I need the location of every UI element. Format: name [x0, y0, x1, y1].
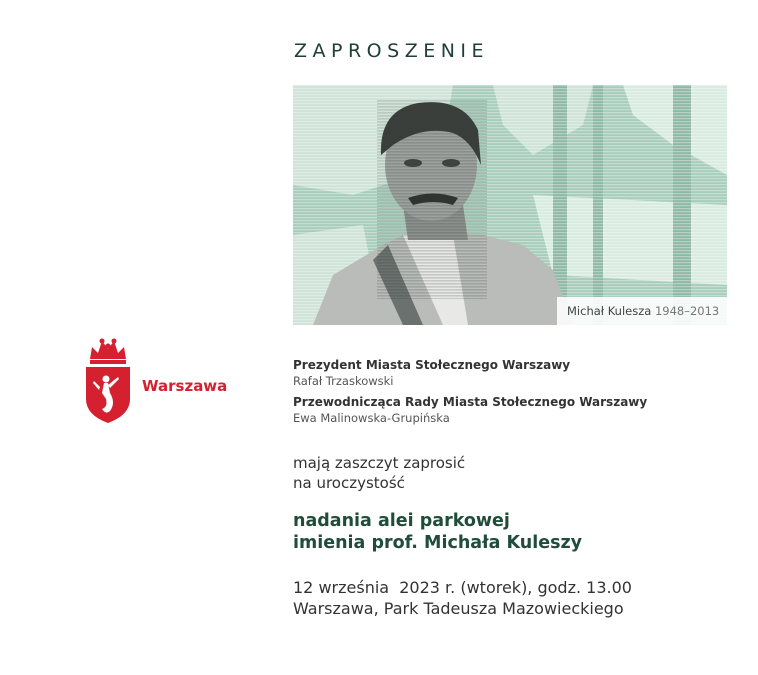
invite-line: mają zaszczyt zaprosić	[293, 454, 466, 472]
event-line: nadania alei parkowej	[293, 511, 510, 531]
host-name: Ewa Malinowska-Grupińska	[293, 411, 450, 425]
caption-name: Michał Kulesza	[567, 304, 652, 318]
event-place: Warszawa, Park Tadeusza Mazowieckiego	[293, 599, 624, 618]
logo-text: Warszawa	[142, 377, 228, 395]
event-line: imienia prof. Michała Kuleszy	[293, 533, 583, 553]
portrait-photo	[293, 85, 727, 325]
caption-years: 1948–2013	[654, 304, 720, 318]
host-name: Rafał Trzaskowski	[293, 374, 394, 388]
host-title: Przewodnicząca Rady Miasta Stołecznego Warszawy	[293, 395, 648, 409]
event-title	[293, 510, 582, 554]
event-details	[293, 577, 632, 619]
photo-caption	[557, 297, 727, 325]
invite-text	[293, 453, 465, 493]
invite-line: na uroczystość	[293, 474, 405, 492]
host-president	[293, 358, 570, 388]
event-date: 12 września 2023 r. (wtorek), godz. 13.00	[293, 578, 632, 597]
warszawa-logo	[80, 337, 240, 427]
portrait-illustration	[293, 85, 727, 325]
host-council-chair	[293, 395, 647, 425]
host-title: Prezydent Miasta Stołecznego Warszawy	[293, 358, 571, 372]
invitation-heading: ZAPROSZENIE	[294, 40, 490, 62]
coat-of-arms-icon	[80, 337, 136, 427]
